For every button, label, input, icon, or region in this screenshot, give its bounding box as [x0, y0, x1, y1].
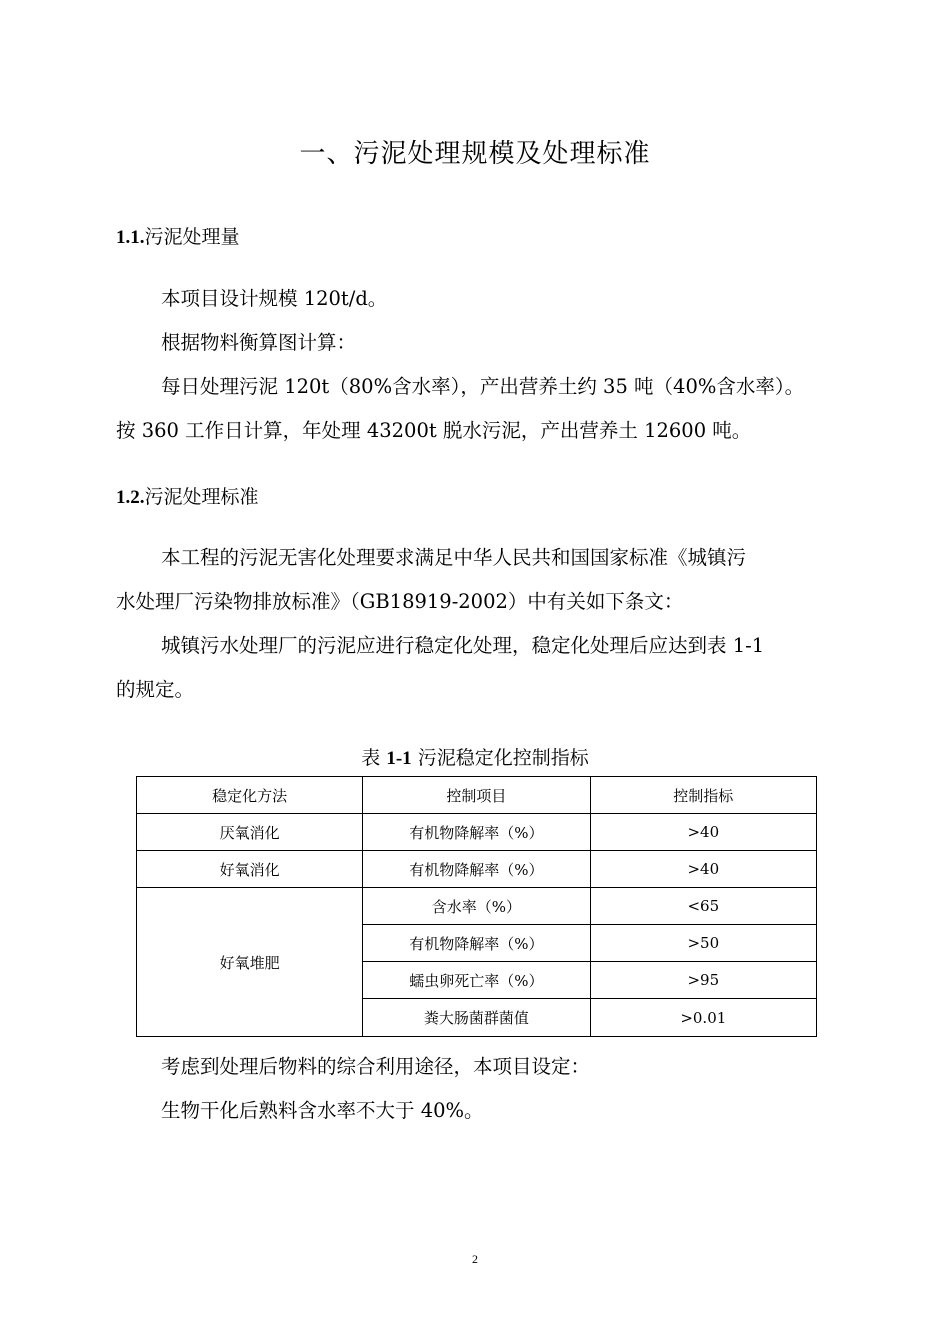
table-row: [137, 814, 817, 851]
item-cell: 有机物降解率（%）: [363, 814, 590, 851]
text-line: 根据物料衡算图计算：: [161, 331, 357, 354]
item-cell: 蠕虫卵死亡率（%）: [363, 962, 590, 999]
page-number: 2: [472, 1252, 478, 1266]
item-cell: 含水率（%）: [363, 888, 590, 925]
method-cell: 好氧消化: [137, 851, 363, 888]
text-line: 每日处理污泥 120t（80%含水率），产出营养土约 35 吨（40%含水率）。: [161, 375, 805, 398]
text-line: 水处理厂污染物排放标准》（GB18919-2002）中有关如下条文：: [116, 590, 684, 613]
method-cell: 好氧堆肥: [137, 888, 363, 1037]
method-cell: 厌氧消化: [137, 814, 363, 851]
caption-text: 污泥稳定化控制指标: [411, 747, 589, 769]
header-cell: 控制项目: [363, 777, 590, 814]
text-line: 本项目设计规模 120t/d。: [161, 287, 388, 310]
text-line: 城镇污水处理厂的污泥应进行稳定化处理，稳定化处理后应达到表 1-1: [161, 634, 765, 657]
table-row: [137, 888, 817, 925]
caption-prefix: 表: [361, 747, 387, 769]
header-cell: 控制指标: [590, 777, 816, 814]
paragraph-processing-standard: [116, 536, 836, 712]
table-caption: [0, 743, 950, 770]
value-cell: >95: [590, 962, 816, 999]
section-number: 1.2.: [116, 487, 145, 508]
section-heading-1-1: [116, 222, 240, 249]
table-header-row: [137, 777, 817, 814]
item-cell: 粪大肠菌群菌值: [363, 999, 590, 1037]
value-cell: >40: [590, 814, 816, 851]
section-title: 污泥处理标准: [144, 486, 259, 508]
text-line: 本工程的污泥无害化处理要求满足中华人民共和国国家标准《城镇污: [161, 546, 747, 569]
text-line: 的规定。: [116, 678, 195, 701]
text-line: 生物干化后熟料含水率不大于 40%。: [161, 1099, 484, 1122]
text-line: 按 360 工作日计算，年处理 43200t 脱水污泥，产出营养土 12600 吨。: [116, 419, 752, 442]
paragraph-project-setting: [116, 1045, 836, 1133]
section-title: 污泥处理量: [144, 226, 240, 248]
caption-number: 1-1: [386, 748, 412, 769]
table-row: [137, 851, 817, 888]
item-cell: 有机物降解率（%）: [363, 851, 590, 888]
page-title: 一、污泥处理规模及处理标准: [299, 139, 651, 169]
text-line: 考虑到处理后物料的综合利用途径，本项目设定：: [161, 1055, 591, 1078]
value-cell: >50: [590, 925, 816, 962]
item-cell: 有机物降解率（%）: [363, 925, 590, 962]
value-cell: >0.01: [590, 999, 816, 1037]
section-number: 1.1.: [116, 227, 145, 248]
stabilization-table: [136, 776, 817, 1037]
value-cell: <65: [590, 888, 816, 925]
header-cell: 稳定化方法: [137, 777, 363, 814]
value-cell: >40: [590, 851, 816, 888]
section-heading-1-2: [116, 482, 259, 509]
paragraph-processing-volume: [116, 277, 836, 453]
